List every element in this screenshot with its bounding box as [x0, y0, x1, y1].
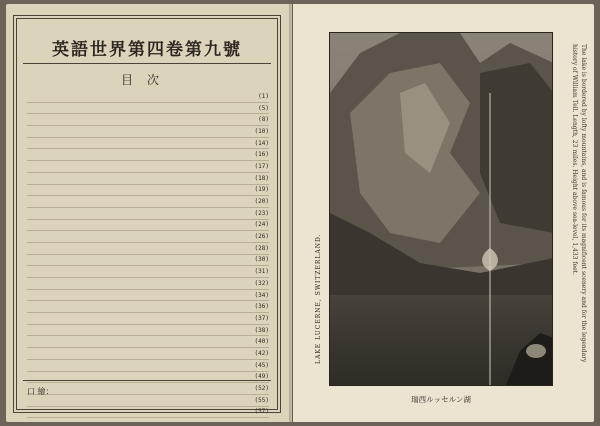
toc-entry [27, 278, 269, 290]
toc-entry [27, 325, 269, 337]
toc-entry [27, 114, 269, 126]
header-rule [23, 63, 271, 64]
contents-frame [16, 18, 278, 416]
toc-entry-page: (49) [254, 373, 269, 381]
toc-entry-page: (19) [254, 186, 269, 194]
toc-entry-page: (20) [254, 198, 269, 206]
toc-entry-page: (57) [254, 408, 269, 416]
toc-entry-page: (14) [254, 139, 269, 147]
contents-heading: 目次 [120, 73, 173, 87]
toc-entry-page: (34) [254, 291, 269, 299]
contents-page [6, 4, 292, 422]
toc-entry [27, 91, 269, 103]
toc-entry-page: (55) [254, 396, 269, 404]
toc-entry [27, 196, 269, 208]
toc-entry-page: (23) [254, 209, 269, 217]
toc-entry [27, 243, 269, 255]
toc-entry [27, 220, 269, 232]
toc-entry-page: (45) [254, 361, 269, 369]
toc-entry [27, 360, 269, 372]
english-caption [561, 44, 587, 384]
toc-entry [27, 185, 269, 197]
toc-entry [27, 313, 269, 325]
toc-entry-page: (1) [258, 92, 269, 100]
toc-entry-page: (17) [254, 162, 269, 170]
toc-entry [27, 126, 269, 138]
toc-entry-page: (26) [254, 233, 269, 241]
toc-entry-page: (16) [254, 151, 269, 159]
photo-title-text: LAKE LUCERNE, SWITZERLAND. [315, 233, 322, 364]
toc-entry-page: (42) [254, 349, 269, 357]
toc-entry [27, 255, 269, 267]
toc-entry [27, 161, 269, 173]
toc-entry [27, 138, 269, 150]
english-caption-text: The lake is bordered by lofty mountains, and is famous for its magnificent scenery and for the legendary history of William Tell. Length, 23 miles. Height above sea-level, 1,433 feet. [571, 44, 587, 363]
toc-entry [27, 290, 269, 302]
toc-entry [27, 336, 269, 348]
toc-entry-page: (52) [254, 385, 269, 393]
frontispiece-label: 口 繪： [27, 387, 54, 396]
toc-entry [27, 208, 269, 220]
lake-lucerne-photograph [329, 32, 553, 386]
toc-entry-page: (38) [254, 326, 269, 334]
toc-entry-page: (28) [254, 244, 269, 252]
toc-entry-page: (8) [258, 116, 269, 124]
japanese-photo-caption: 瑞西ルッセルン湖 [411, 395, 471, 404]
toc-entry-page: (24) [254, 221, 269, 229]
toc-entry [27, 395, 269, 407]
toc-entry-page: (31) [254, 268, 269, 276]
toc-entry [27, 348, 269, 360]
toc-entry [27, 173, 269, 185]
toc-entry-page: (5) [258, 104, 269, 112]
toc-entry-page: (30) [254, 256, 269, 264]
footer-rule [23, 380, 271, 381]
photo-title [315, 164, 327, 364]
toc-entry [27, 149, 269, 161]
toc-entry-page: (37) [254, 314, 269, 322]
toc-entry [27, 103, 269, 115]
toc-entry-page: (36) [254, 303, 269, 311]
photograph-illustration [330, 33, 553, 386]
toc-entry-page: (10) [254, 127, 269, 135]
toc-entry [27, 266, 269, 278]
plate-page [293, 4, 594, 422]
toc-entry [27, 383, 269, 395]
toc-entry-page: (18) [254, 174, 269, 182]
toc-entry [27, 231, 269, 243]
table-of-contents [27, 91, 269, 418]
toc-entry [27, 372, 269, 384]
volume-title: 英語世界第四卷第九號 [52, 40, 242, 60]
toc-entry-page: (32) [254, 279, 269, 287]
toc-entry-page: (40) [254, 338, 269, 346]
toc-entry [27, 407, 269, 419]
toc-entry [27, 301, 269, 313]
